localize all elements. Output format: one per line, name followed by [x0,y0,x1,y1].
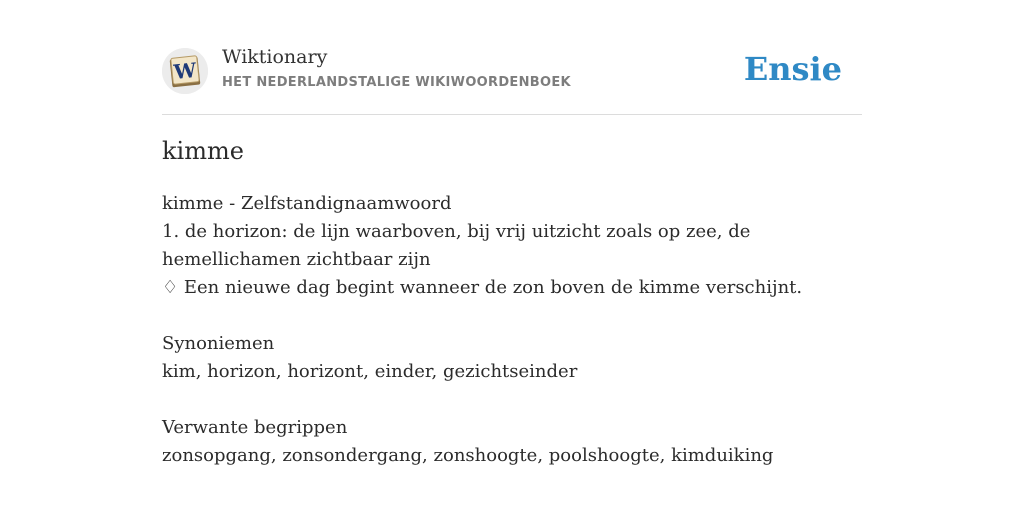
entry-title: kimme [162,137,244,165]
source-name[interactable]: Wiktionary [222,46,328,68]
source-subtitle: HET NEDERLANDSTALIGE WIKIWOORDENBOEK [222,75,571,90]
logo-letter: W [172,57,198,85]
ensie-brand-link[interactable]: Ensie [743,50,842,88]
example-sentence: ♢ Een nieuwe dag begint wanneer de zon boven de kimme verschijnt. [162,277,803,298]
spacer [162,302,882,330]
part-of-speech-line: kimme - Zelfstandignaamwoord [162,193,452,214]
related-list: zonsopgang, zonsondergang, zonshoogte, poolshoogte, kimduiking [162,445,774,466]
definition: 1. de horizon: de lijn waarboven, bij vrij uitzicht zoals op zee, de hemellichamen zichtbaar zijn [162,221,751,270]
synonyms-heading: Synoniemen [162,333,275,354]
site-header [162,44,862,115]
synonyms-list: kim, horizon, horizont, einder, gezichtseinder [162,361,578,382]
entry-content [162,190,882,470]
spacer [162,386,882,414]
related-heading: Verwante begrippen [162,417,348,438]
wiktionary-logo-icon[interactable] [162,48,208,94]
